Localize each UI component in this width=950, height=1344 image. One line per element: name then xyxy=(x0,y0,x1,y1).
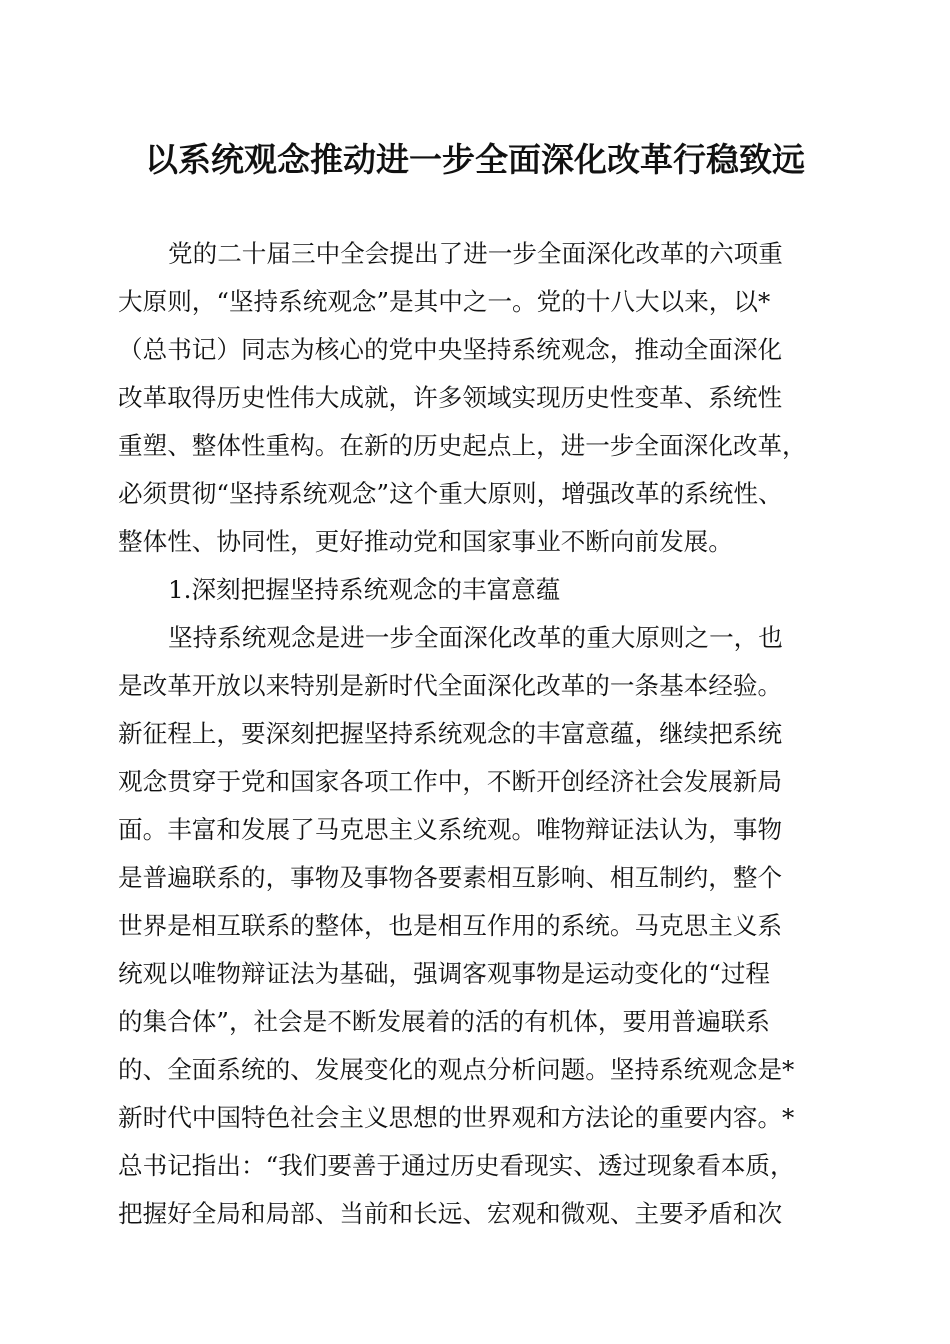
paragraph-line: 统观以唯物辩证法为基础，强调客观事物是运动变化的“过程 xyxy=(118,959,771,988)
document-body xyxy=(118,230,830,1238)
paragraph-line: 观念贯穿于党和国家各项工作中，不断开创经济社会发展新局 xyxy=(118,767,783,796)
paragraph-line: 新征程上，要深刻把握坚持系统观念的丰富意蕴，继续把系统 xyxy=(118,719,783,748)
paragraph-line: 重塑、整体性重构。在新的历史起点上，进一步全面深化改革， xyxy=(118,431,807,460)
document-title: 以系统观念推动进一步全面深化改革行稳致远 xyxy=(145,140,805,179)
paragraph-line: 新时代中国特色社会主义思想的世界观和方法论的重要内容。* xyxy=(118,1103,795,1132)
paragraph-line: 是改革开放以来特别是新时代全面深化改革的一条基本经验。 xyxy=(118,671,783,700)
paragraph-line: 改革取得历史性伟大成就，许多领域实现历史性变革、系统性 xyxy=(118,383,783,412)
paragraph-line: 总书记指出：“我们要善于通过历史看现实、透过现象看本质， xyxy=(118,1151,795,1180)
paragraph-line: 整体性、协同性，更好推动党和国家事业不断向前发展。 xyxy=(118,527,733,556)
paragraph-line: 必须贯彻“坚持系统观念”这个重大原则，增强改革的系统性、 xyxy=(118,479,783,508)
paragraph-line: 的、全面系统的、发展变化的观点分析问题。坚持系统观念是* xyxy=(118,1055,795,1084)
paragraph-line: 党的二十届三中全会提出了进一步全面深化改革的六项重 xyxy=(168,239,783,268)
paragraph-line: 的集合体”，社会是不断发展着的活的有机体，要用普遍联系 xyxy=(118,1007,771,1036)
paragraph-line: 世界是相互联系的整体，也是相互作用的系统。马克思主义系 xyxy=(118,911,783,940)
paragraph-line: 是普遍联系的，事物及事物各要素相互影响、相互制约，整个 xyxy=(118,863,783,892)
section-heading: 1.深刻把握坚持系统观念的丰富意蕴 xyxy=(168,575,561,604)
paragraph-line: 面。丰富和发展了马克思主义系统观。唯物辩证法认为，事物 xyxy=(118,815,783,844)
paragraph-line: 大原则，“坚持系统观念”是其中之一。党的十八大以来，以* xyxy=(118,287,771,316)
paragraph-line: 坚持系统观念是进一步全面深化改革的重大原则之一，也 xyxy=(168,623,783,652)
paragraph-line: 把握好全局和局部、当前和长远、宏观和微观、主要矛盾和次 xyxy=(118,1199,783,1228)
paragraph-line: （总书记）同志为核心的党中央坚持系统观念，推动全面深化 xyxy=(118,335,783,364)
